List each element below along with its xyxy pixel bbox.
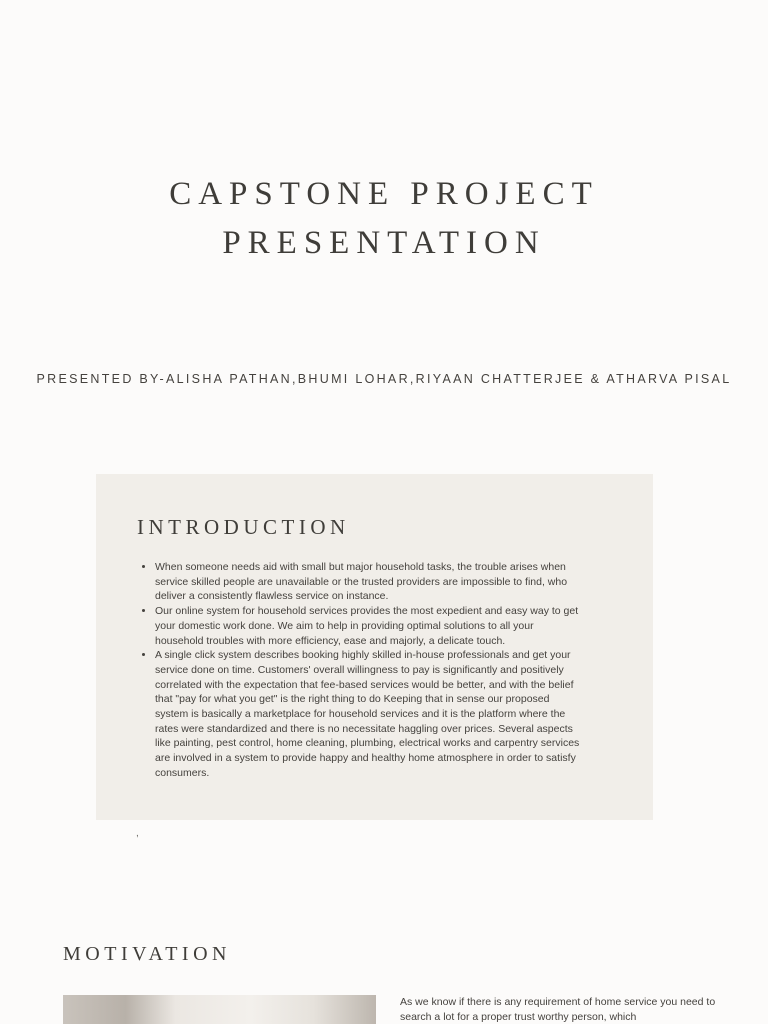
title-line-1: CAPSTONE PROJECT xyxy=(169,176,599,212)
motivation-photo xyxy=(63,995,376,1024)
motivation-paragraph: As we know if there is any requirement of home service you need to search a lot for a proper trust worthy person, which xyxy=(400,996,716,1023)
introduction-bullet: • A single click system describes booking highly skilled in-house professionals and get your service done on time. Customers' overall willingness to pay is significantly and positively correlated with the expectation that fee-based services would be better, and with the belief that "pay for what you get" is the right thing to do Keeping that in sense our proposed system is basically a marketplace for household services and it is the platform where the rates were standardized and there is no necessitate haggling over prices. Several aspects like painting, pest control, home cleaning, plumbing, electrical works and carpentry services are involved in a system to provide happy and healthy home atmosphere in order to satisfy consumers. xyxy=(155,648,580,780)
title-block xyxy=(0,170,768,268)
trailing-comma: , xyxy=(136,828,139,839)
introduction-bullets xyxy=(137,560,580,781)
presenters-line: PRESENTED BY-ALISHA PATHAN,BHUMI LOHAR,RIYAAN CHATTERJEE & ATHARVA PISAL xyxy=(36,372,732,386)
motivation-heading: MOTIVATION xyxy=(63,943,231,965)
title-line-2: PRESENTATION xyxy=(222,225,546,261)
introduction-heading: INTRODUCTION xyxy=(137,515,350,539)
introduction-bullet: • Our online system for household services provides the most expedient and easy way to get your domestic work done. We aim to help in providing optimal solutions to all your household troubles with more efficiency, ease and majorly, a delicate touch. xyxy=(155,604,580,648)
introduction-bullet: • When someone needs aid with small but major household tasks, the trouble arises when service skilled people are unavailable or the trusted providers are impossible to find, who deliver a consistently flawless service on instance. xyxy=(155,560,580,604)
